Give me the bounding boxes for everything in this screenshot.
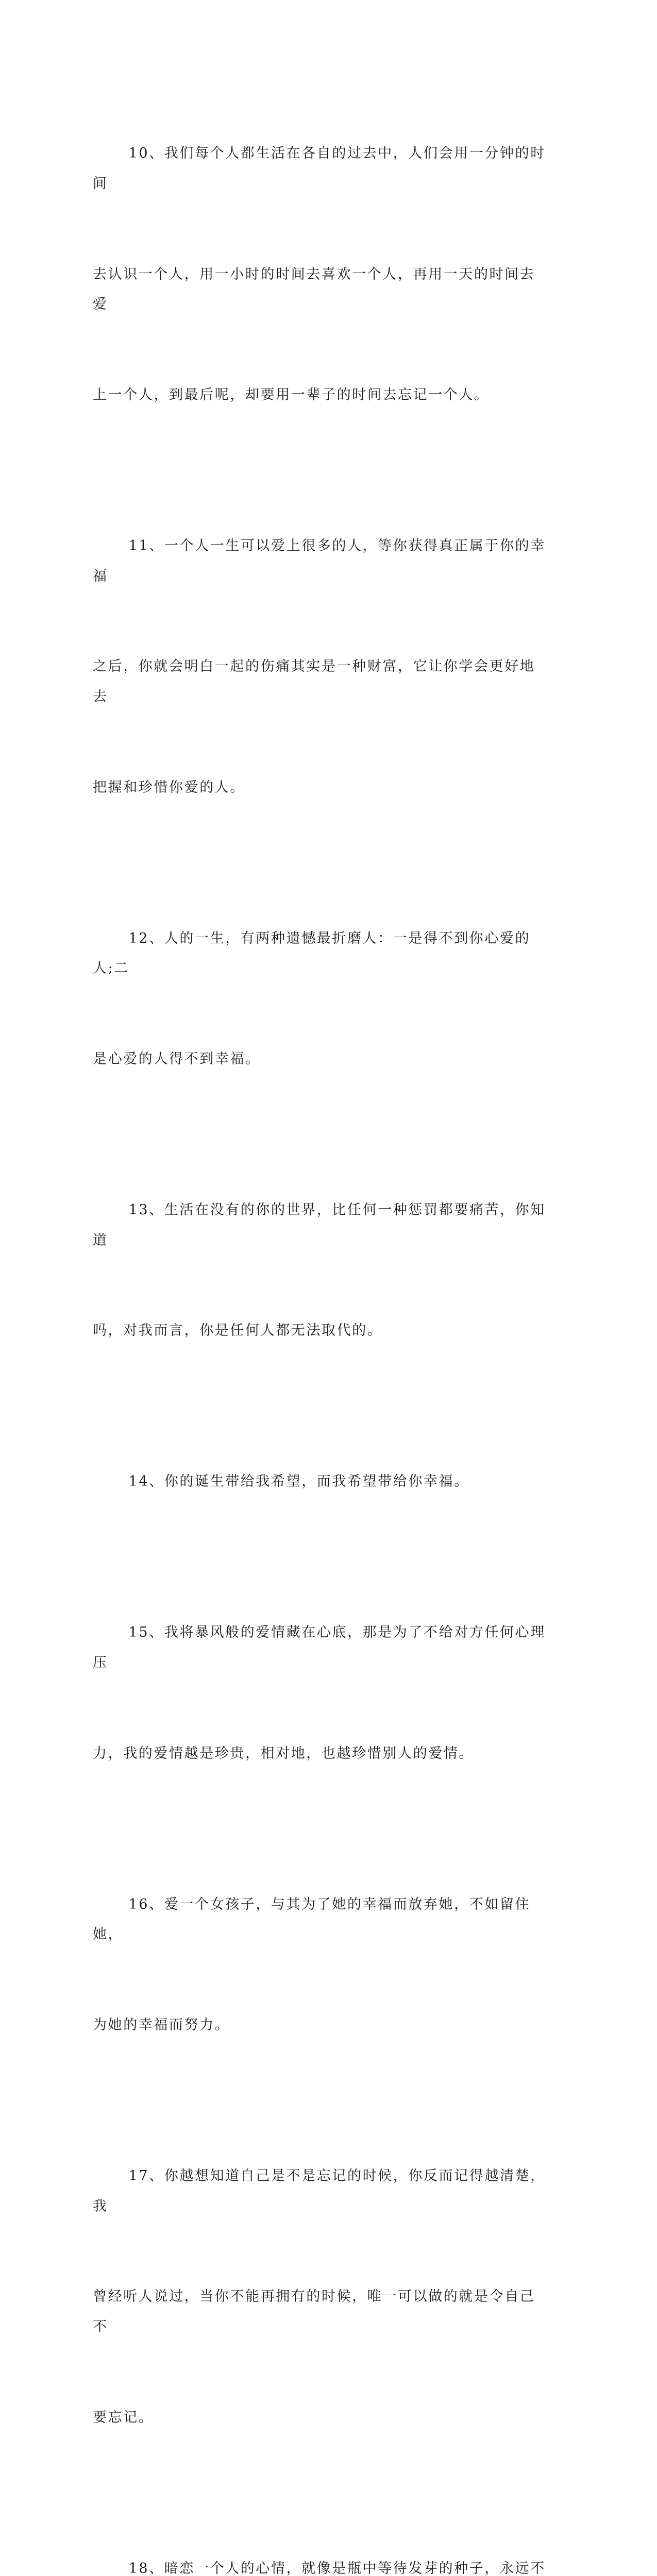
paragraph-line: 曾经听人说过，当你不能再拥有的时候，唯一可以做的就是令自己不 xyxy=(93,2282,546,2342)
paragraph-14 xyxy=(93,1406,546,1557)
paragraph-line: 14、你的诞生带给我希望，而我希望带给你幸福。 xyxy=(93,1467,546,1497)
paragraph-15 xyxy=(93,1557,546,1829)
paragraph-line: 18、暗恋一个人的心情，就像是瓶中等待发芽的种子，永远不 xyxy=(93,2554,546,2576)
paragraph-11 xyxy=(93,471,546,863)
paragraph-line: 力，我的爱情越是珍贵，相对地，也越珍惜别人的爱情。 xyxy=(93,1739,546,1769)
paragraph-line: 11、一个人一生可以爱上很多的人，等你获得真正属于你的幸福 xyxy=(93,531,546,591)
paragraph-10 xyxy=(93,78,546,471)
paragraph-13 xyxy=(93,1135,546,1406)
paragraph-line: 为她的幸福而努力。 xyxy=(93,2010,546,2041)
paragraph-line: 要忘记。 xyxy=(93,2403,546,2433)
paragraph-line: 上一个人，到最后呢，却要用一辈子的时间去忘记一个人。 xyxy=(93,380,546,411)
paragraph-line: 10、我们每个人都生活在各自的过去中，人们会用一分钟的时间 xyxy=(93,139,546,199)
paragraph-line: 吗，对我而言，你是任何人都无法取代的。 xyxy=(93,1316,546,1346)
paragraph-line: 去认识一个人，用一小时的时间去喜欢一个人，再用一天的时间去爱 xyxy=(93,260,546,320)
paragraph-line: 17、你越想知道自己是不是忘记的时候，你反而记得越清楚，我 xyxy=(93,2161,546,2222)
paragraph-line: 之后，你就会明白一起的伤痛其实是一种财富，它让你学会更好地去 xyxy=(93,652,546,712)
paragraph-line: 15、我将暴风般的爱情藏在心底，那是为了不给对方任何心理压 xyxy=(93,1618,546,1678)
paragraph-line: 把握和珍惜你爱的人。 xyxy=(93,773,546,803)
paragraph-line: 是心爱的人得不到幸福。 xyxy=(93,1044,546,1075)
paragraph-line: 13、生活在没有的你的世界，比任何一种惩罚都要痛苦，你知道 xyxy=(93,1195,546,1256)
paragraph-line: 16、爱一个女孩子，与其为了她的幸福而放弃她，不如留住她， xyxy=(93,1890,546,1950)
paragraph-line: 12、人的一生，有两种遗憾最折磨人：一是得不到你心爱的人;二 xyxy=(93,924,546,984)
document-page xyxy=(93,78,546,2576)
paragraph-16 xyxy=(93,1829,546,2100)
paragraph-18 xyxy=(93,2494,546,2576)
paragraph-17 xyxy=(93,2101,546,2494)
paragraph-12 xyxy=(93,863,546,1134)
